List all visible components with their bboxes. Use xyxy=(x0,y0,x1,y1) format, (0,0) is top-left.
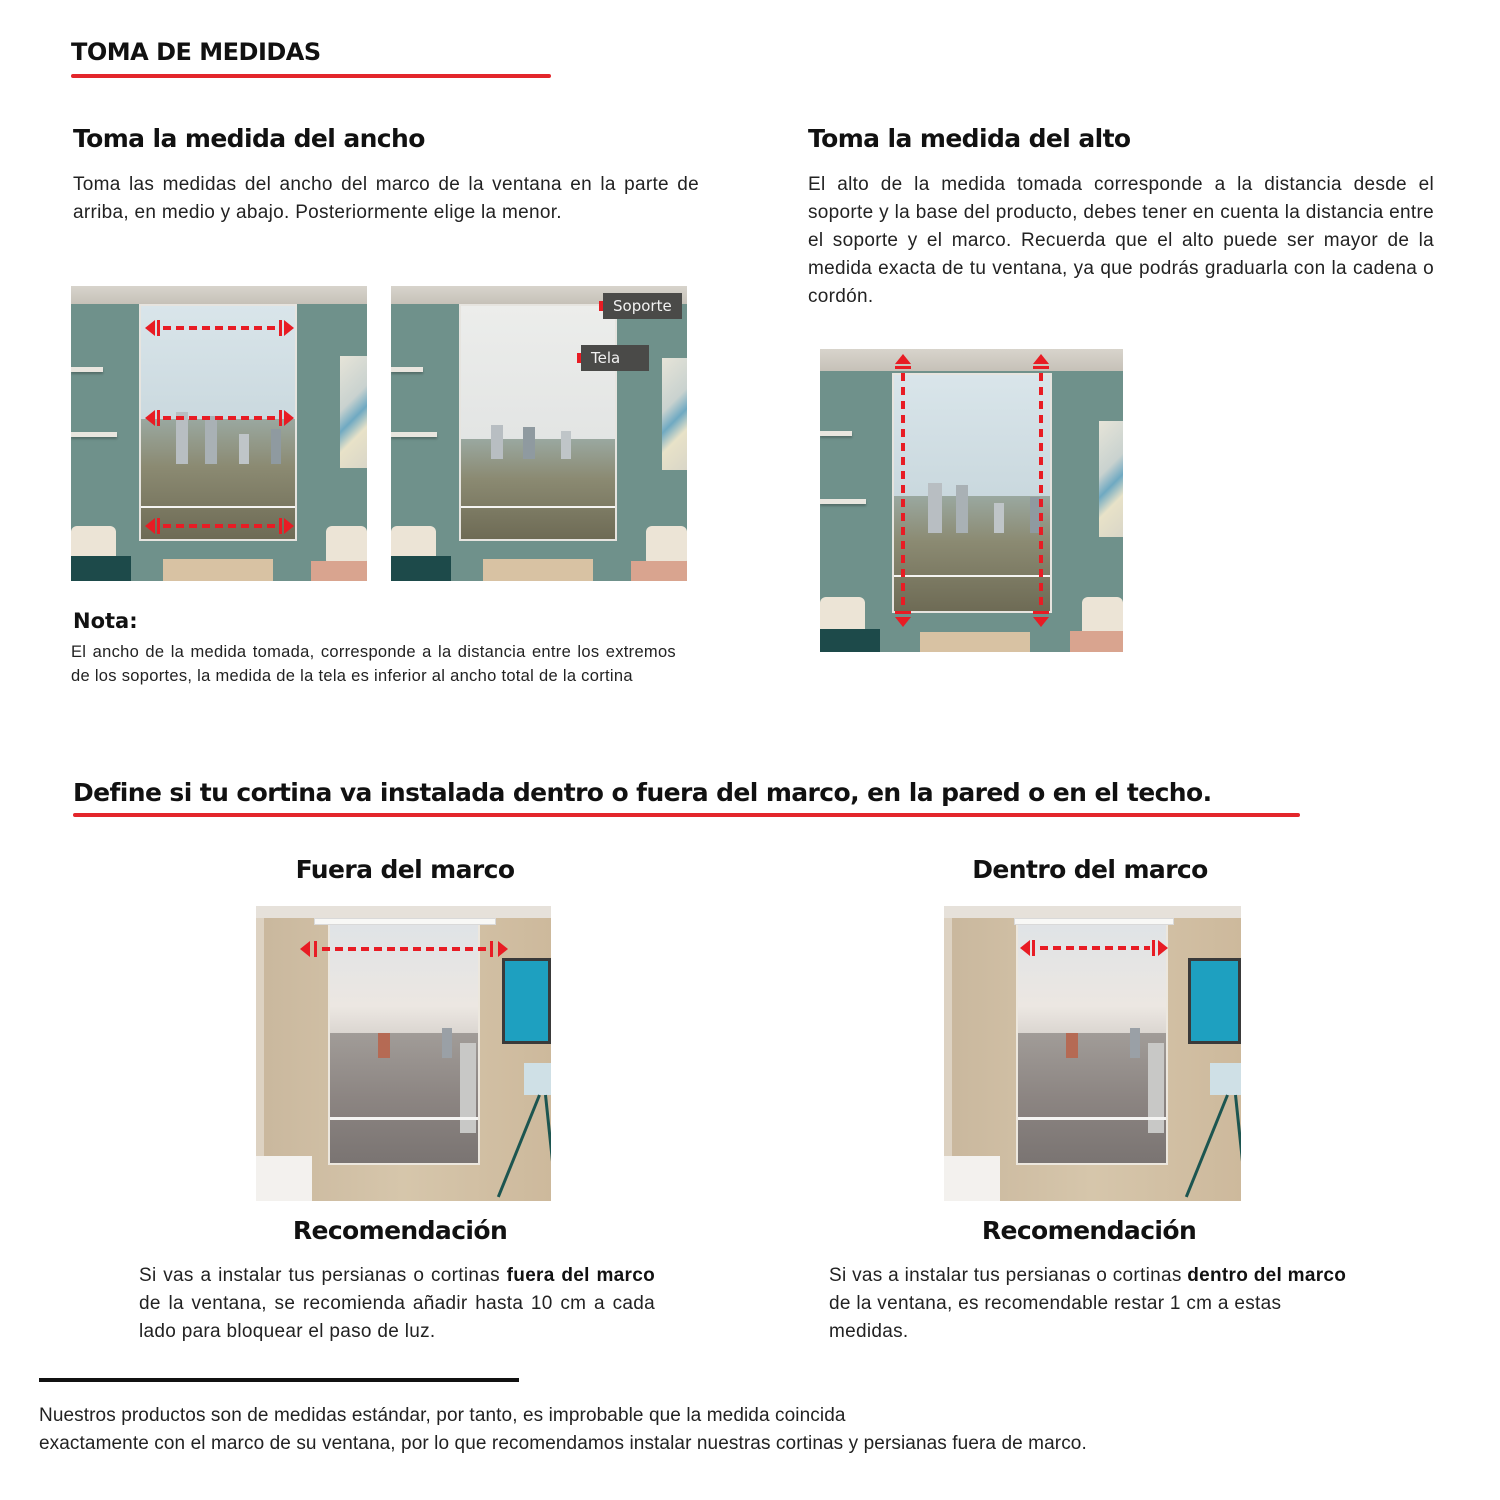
footer-line-1: Nuestros productos son de medidas estándar, por tanto, es improbable que la medida coincida xyxy=(39,1405,846,1426)
nota-text: El ancho de la medida tomada, corresponde a la distancia entre los extremos de los soportes, la medida de la tela es inferior al ancho total de la cortina xyxy=(71,643,676,685)
dentro-rec-text: Si vas a instalar tus persianas o cortinas dentro del marco de la ventana, es recomendable restar 1 cm a estas medidas. xyxy=(829,1265,1347,1342)
title-underline xyxy=(71,74,551,78)
soporte-label: Soporte xyxy=(603,293,682,319)
instalacion-title: Define si tu cortina va instalada dentro o fuera del marco, en la pared o en el techo. xyxy=(73,778,1212,807)
alto-title: Toma la medida del alto xyxy=(808,124,1131,153)
instalacion-underline xyxy=(73,813,1300,817)
dentro-title: Dentro del marco xyxy=(972,855,1208,884)
page-title: TOMA DE MEDIDAS xyxy=(71,38,321,66)
footer-line-2: exactamente con el marco de su ventana, por lo que recomendamos instalar nuestras cortinas y persianas fuera de marco. xyxy=(39,1433,1087,1454)
fuera-image xyxy=(256,906,551,1201)
ancho-image-arrows xyxy=(71,286,367,581)
nota-title: Nota: xyxy=(73,609,138,633)
dentro-rec-title: Recomendación xyxy=(981,1216,1197,1245)
fuera-title: Fuera del marco xyxy=(295,855,515,884)
alto-text: El alto de la medida tomada corresponde a la distancia desde el soporte y la base del producto, debes tener en cuenta la distancia entre el soporte y el marco. Recuerda que el alto puede ser mayor de la medida exacta de tu ventana, ya que podrás graduarla con la cadena o cordón. xyxy=(808,174,1434,307)
ancho-text: Toma las medidas del ancho del marco de la ventana en la parte de arriba, en medio y abajo. Posteriormente elige la menor. xyxy=(73,174,699,223)
fuera-rec-text: Si vas a instalar tus persianas o cortinas fuera del marco de la ventana, se recomienda añadir hasta 10 cm a cada lado para bloquear el paso de luz. xyxy=(139,1265,656,1342)
dentro-image xyxy=(944,906,1241,1201)
ancho-title: Toma la medida del ancho xyxy=(73,124,425,153)
fuera-rec-title: Recomendación xyxy=(292,1216,508,1245)
ancho-image-labels xyxy=(391,286,687,581)
footer-divider xyxy=(39,1378,519,1382)
alto-image-arrows xyxy=(820,349,1123,652)
tela-label: Tela xyxy=(581,345,649,371)
